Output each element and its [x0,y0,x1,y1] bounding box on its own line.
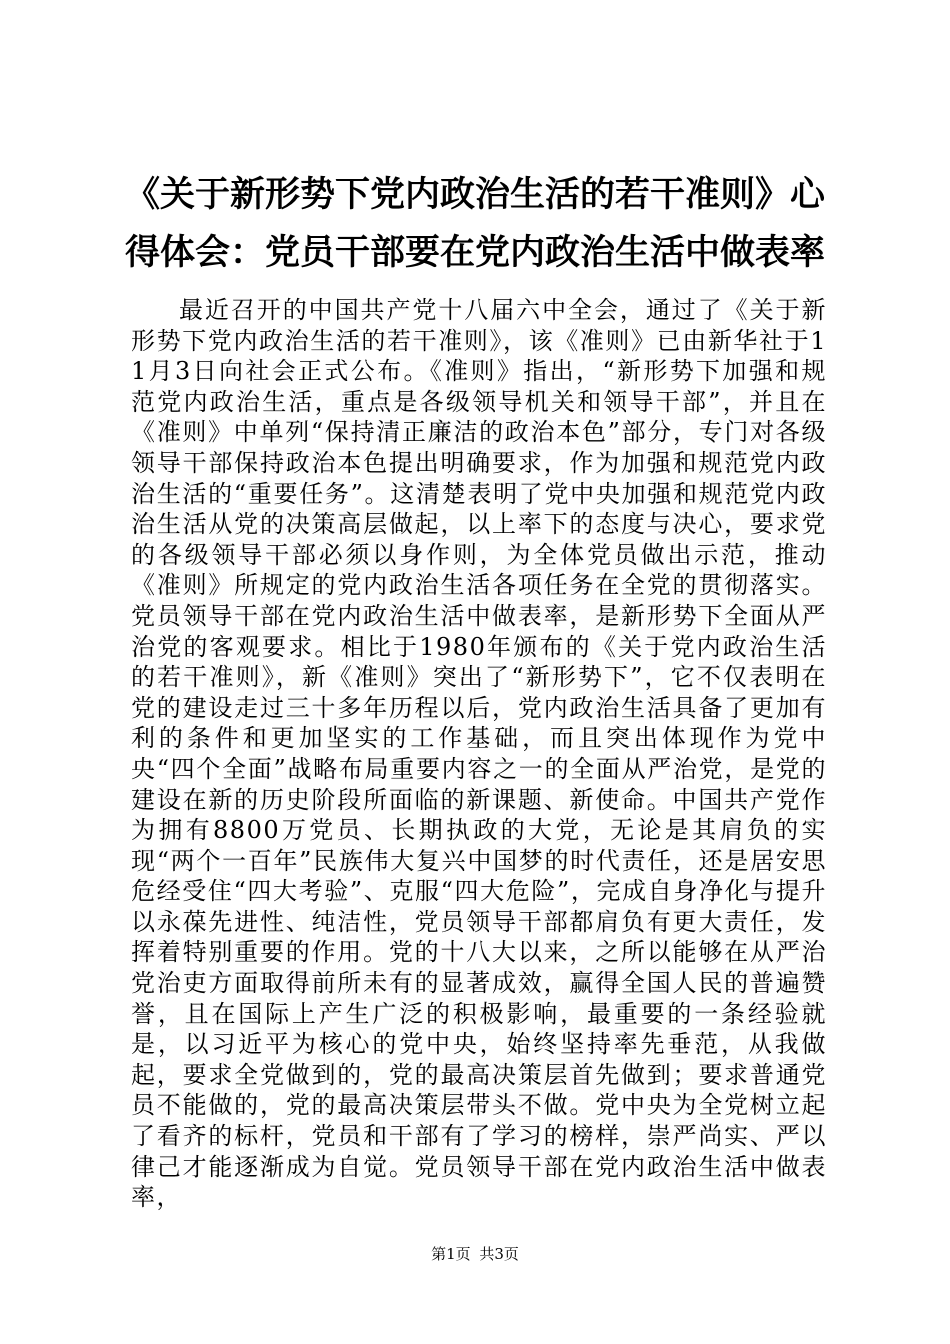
page-footer: 第1页 共3页 [431,1245,519,1263]
body-paragraph: 最近召开的中国共产党十八届六中全会，通过了《关于新形势下党内政治生活的若干准则》，该《准则》已由新华社于11月3日向社会正式公布。《准则》指出，“新形势下加强和规范党内政治生活，重点是各级领导机关和领导干部”，并且在《准则》中单列“保持清正廉洁的政治本色”部分，专门对各级领导干部保持政治本色提出明确要求，作为加强和规范党内政治生活的“重要任务”。这清楚表明了党中央加强和规范党内政治生活从党的决策高层做起，以上率下的态度与决心，要求党的各级领导干部必须以身作则，为全体党员做出示范，推动《准则》所规定的党内政治生活各项任务在全党的贯彻落实。党员领导干部在党内政治生活中做表率，是新形势下全面从严治党的客观要求。相比于1980年颁布的《关于党内政治生活的若干准则》，新《准则》突出了“新形势下”，它不仅表明在党的建设走过三十多年历程以后，党内政治生活具备了更加有利的条件和更加坚实的工作基础，而且突出体现作为党中央“四个全面”战略布局重要内容之一的全面从严治党，是党的建设在新的历史阶段所面临的新课题、新使命。中国共产党作为拥有8800万党员、长期执政的大党，无论是其肩负的实现“两个一百年”民族伟大复兴中国梦的时代责任，还是居安思危经受住“四大考验”、克服“四大危险”，完成自身净化与提升以永葆先进性、纯洁性，党员领导干部都肩负有更大责任，发挥着特别重要的作用。党的十八大以来，之所以能够在从严治党治吏方面取得前所未有的显著成效，赢得全国人民的普遍赞誉，且在国际上产生广泛的积极影响，最重要的一条经验就是，以习近平为核心的党中央，始终坚持率先垂范，从我做起，要求全党做到的，党的最高决策层首先做到；要求普通党员不能做的，党的最高决策层带头不做。党中央为全党树立起了看齐的标杆，党员和干部有了学习的榜样，崇严尚实、严以律己才能逐渐成为自觉。党员领导干部在党内政治生活中做表率， [131,296,827,1212]
document-title: 《关于新形势下党内政治生活的若干准则》心得体会：党员干部要在党内政治生活中做表率 [124,175,825,273]
